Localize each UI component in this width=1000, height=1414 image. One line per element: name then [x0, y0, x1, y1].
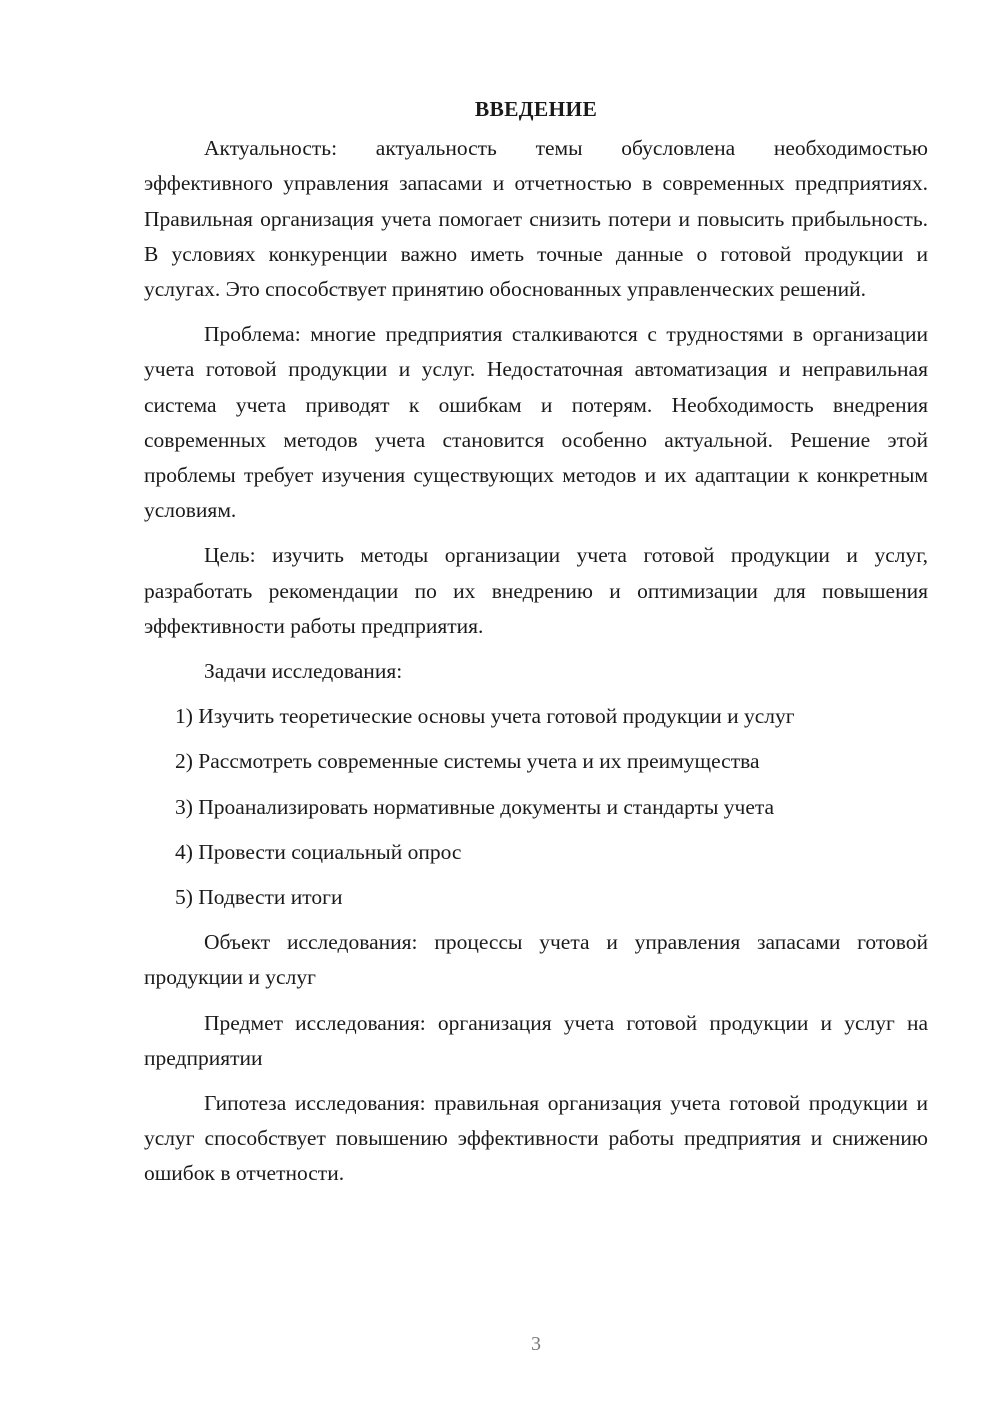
list-item: 1) Изучить теоретические основы учета готовой продукции и услуг — [175, 704, 795, 729]
list-item: 3) Проанализировать нормативные документы и стандарты учета — [175, 794, 775, 819]
paragraph-goal: Цель: изучить методы организации учета готовой продукции и услуг, разработать рекомендации по их внедрению и оптимизации для повышения эффективности работы предприятия. — [144, 543, 928, 638]
tasks-heading: Задачи исследования: — [204, 659, 403, 684]
list-item: 4) Провести социальный опрос — [175, 839, 462, 864]
paragraph-subject: Предмет исследования: организация учета готовой продукции и услуг на предприятии — [144, 1010, 928, 1070]
paragraph-object: Объект исследования: процессы учета и управления запасами готовой продукции и услуг — [144, 930, 928, 990]
document-title: ВВЕДЕНИЕ — [474, 97, 598, 121]
paragraph-relevance: Актуальность: актуальность темы обусловлена необходимостью эффективного управления запасами и отчетностью в современных предприятиях. Правильная организация учета помогает снизить потери и повысить прибыльность. В условиях конкуренции важно иметь точные данные о готовой продукции и услугах. Это способствует принятию обоснованных управленческих решений. — [144, 136, 928, 302]
page-number: 3 — [531, 1333, 541, 1355]
list-item: 5) Подвести итоги — [175, 885, 343, 910]
list-item: 2) Рассмотреть современные системы учета и их преимущества — [175, 749, 760, 774]
paragraph-hypothesis: Гипотеза исследования: правильная организация учета готовой продукции и услуг способствует повышению эффективности работы предприятия и снижению ошибок в отчетности. — [144, 1091, 928, 1186]
tasks-list — [144, 699, 928, 915]
document-page — [144, 92, 928, 1202]
paragraph-problem: Проблема: многие предприятия сталкиваются с трудностями в организации учета готовой продукции и услуг. Недостаточная автоматизация и неправильная система учета приводят к ошибкам и потерям. Необходимость внедрения современных методов учета становится особенно актуальной. Решение этой проблемы требует изучения существующих методов и их адаптации к конкретным условиям. — [144, 322, 928, 523]
